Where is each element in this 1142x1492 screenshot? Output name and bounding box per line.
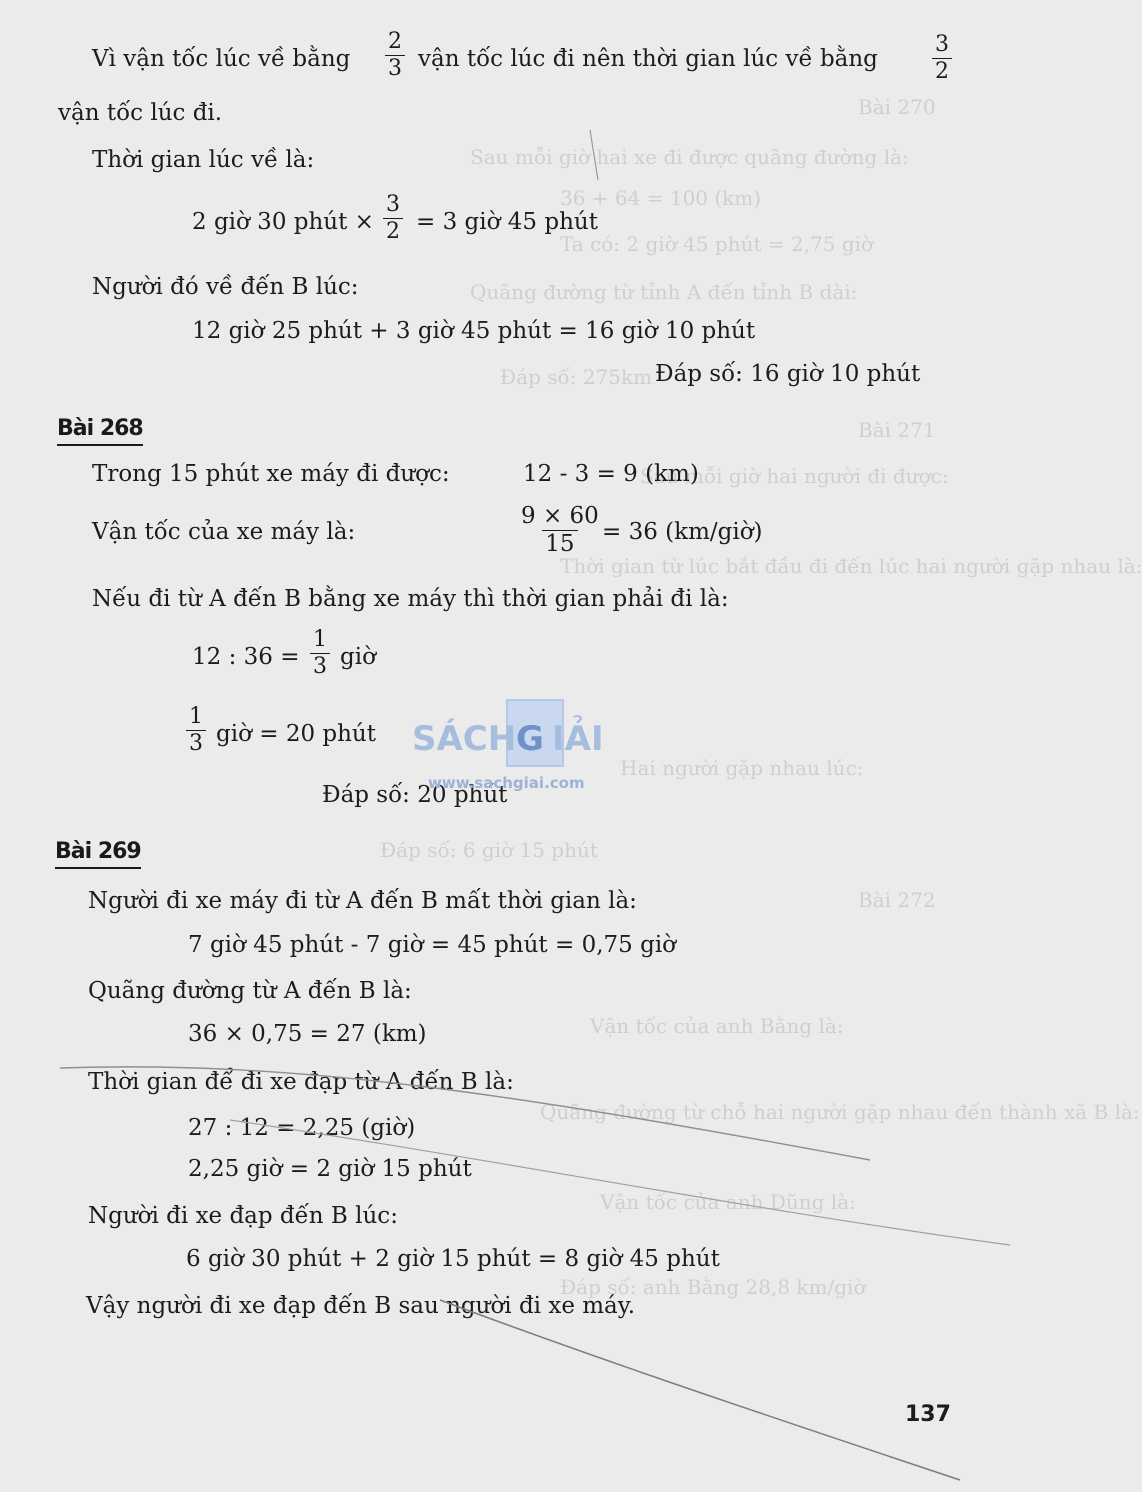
b269-calc2: 36 × 0,75 = 27 (km)	[188, 1021, 427, 1047]
fraction-one-third: $\frac{1}{3}$	[186, 706, 206, 755]
b269-line4: Người đi xe đạp đến B lúc:	[88, 1203, 398, 1229]
page-number: 137	[905, 1402, 951, 1427]
label-time-back: Thời gian lúc về là:	[92, 147, 315, 173]
b268-line1-calc: 12 - 3 = 9 (km)	[523, 461, 699, 487]
intro-line1-b: vận tốc lúc đi nên thời gian lúc về bằng	[418, 46, 878, 72]
watermark-brand-mid: G	[516, 719, 544, 759]
fraction-two-thirds: $\frac{2}{3}$	[385, 31, 405, 80]
b269-calc4: 2,25 giờ = 2 giờ 15 phút	[188, 1156, 472, 1182]
b268-calc2: giờ = 20 phút	[216, 721, 376, 747]
fraction-one-third: $\frac{1}{3}$	[310, 629, 330, 678]
answer-intro: Đáp số: 16 giờ 10 phút	[655, 361, 921, 387]
fraction-9x60-over-15: $\frac{9 \times 60}{15}$	[521, 503, 599, 557]
b269-calc5: 6 giờ 30 phút + 2 giờ 15 phút = 8 giờ 45 phút	[186, 1246, 720, 1272]
b269-line2: Quãng đường từ A đến B là:	[88, 978, 412, 1004]
b269-line1: Người đi xe máy đi từ A đến B mất thời gian là:	[88, 888, 637, 914]
watermark-brand-right: IẢI	[552, 719, 604, 759]
heading-bai-269: Bài 269	[55, 841, 141, 869]
b268-calc1-a: 12 : 36 =	[192, 644, 300, 670]
b268-line2-label: Vận tốc của xe máy là:	[92, 519, 356, 545]
b268-line1-label: Trong 15 phút xe máy đi được:	[92, 461, 450, 487]
b269-line3: Thời gian để đi xe đạp từ A đến B là:	[88, 1069, 514, 1095]
calc-arrive-b: 12 giờ 25 phút + 3 giờ 45 phút = 16 giờ 10 phút	[192, 318, 756, 344]
watermark-url: www.sachgiai.com	[428, 774, 585, 792]
intro-line2: vận tốc lúc đi.	[58, 100, 223, 126]
calc-time-back-b: = 3 giờ 45 phút	[416, 209, 598, 235]
b268-calc1-b: giờ	[340, 644, 376, 670]
label-arrive-b: Người đó về đến B lúc:	[92, 274, 359, 300]
b269-calc3: 27 : 12 = 2,25 (giờ)	[188, 1115, 416, 1141]
fraction-three-halves: $\frac{3}{2}$	[932, 34, 952, 83]
calc-time-back-a: 2 giờ 30 phút ×	[192, 209, 374, 235]
intro-line1-a: Vì vận tốc lúc về bằng	[92, 46, 351, 72]
b268-line2-result: = 36 (km/giờ)	[602, 519, 763, 545]
b269-calc1: 7 giờ 45 phút - 7 giờ = 45 phút = 0,75 giờ	[188, 932, 677, 958]
watermark-brand-left: SÁCH	[412, 719, 517, 759]
heading-bai-268: Bài 268	[57, 418, 143, 446]
fraction-three-halves: $\frac{3}{2}$	[383, 194, 403, 243]
b268-line3: Nếu đi từ A đến B bằng xe máy thì thời gian phải đi là:	[92, 586, 729, 612]
b269-line5: Vậy người đi xe đạp đến B sau người đi xe máy.	[86, 1293, 636, 1319]
book-page: Bài 270 Sau mỗi giờ hai xe đi được quãng đường là: 36 + 64 = 100 (km) Ta có: 2 giờ 45 phút = 2,75 giờ Quãng đường từ tỉnh A đến tỉnh B dài: Đáp số: 275km Bài 271 Sau mỗi giờ hai người đi được: Thời gian từ lúc bắt đầu đi đến lúc hai người gặp nhau là: Hai người gặp nhau lúc: Đáp số: 6 giờ 15 phút Bài 272 Vận tốc của anh Bằng là: Quãng đường từ chỗ hai người gặp nhau đến thành xã B là: Vận tốc của anh Dũng là: Đáp số: anh Bằng 28,8 km/giờ Vì vận tốc lúc về bằng $\frac{2}{3}$ vận tốc lúc đi nên thời gian lúc về bằng $\frac{3}{2}$ vận tốc lúc đi. Thời gian lúc về là: 2 giờ 30 phút × $\frac{3}{2}$ = 3 giờ 45 phút Người đó về đến B lúc: 12 giờ 25 phút + 3 giờ 45 phút = 16 giờ 10 phút Đáp số: 16 giờ 10 phút Bài 268 Trong 15 phút xe máy đi được: 12 - 3 = 9 (km) Vận tốc của xe máy là: $\frac{9 \times 60}{15}$ = 36 (km/giờ) Nếu đi từ A đến B bằng xe máy thì thời gian phải đi là: 12 : 36 = $\frac{1}{3}$ giờ $\frac{1}{3}$ giờ = 20 phút Đáp số: 20 phút SÁCH G IẢI www.sachgiai.com Bài 269 Người đi xe máy đi từ A đến B mất thời gian là: 7 giờ 45 phút - 7 giờ = 45 phút = 0,75 giờ Quãng đường từ A đến B là: 36 × 0,75 = 27 (km) Thời gian để đi xe đạp từ A đến B là: 27 : 12 = 2,25 (giờ) 2,25 giờ = 2 giờ 15 phút Người đi xe đạp đến B lúc: 6 giờ 30 phút + 2 giờ 15 phút = 8 giờ 45 phút Vậy người đi xe đạp đến B sau người đi xe máy. 137	[0, 0, 1024, 1492]
answer-bai-268: Đáp số: 20 phút	[322, 782, 508, 808]
